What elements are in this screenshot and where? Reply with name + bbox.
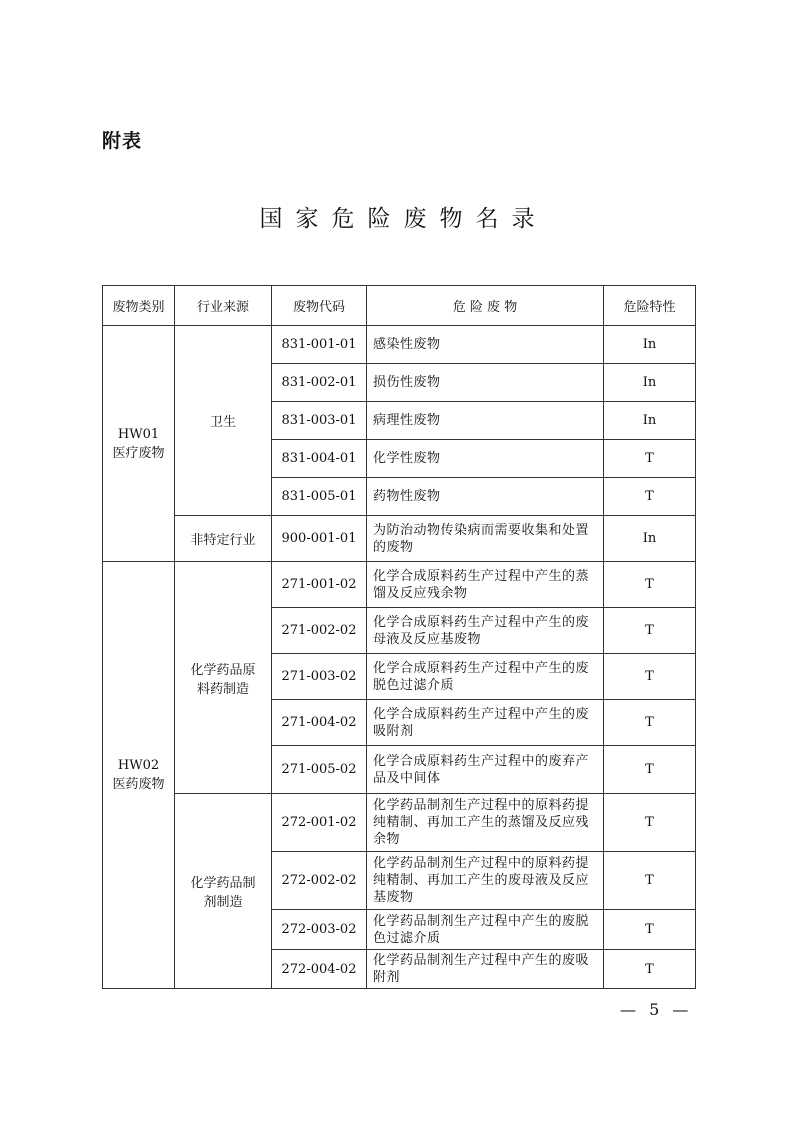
waste-description: 化学药品制剂生产过程中产生的废脱色过滤介质 [367, 910, 604, 950]
waste-description: 化学合成原料药生产过程中产生的废母液及反应基废物 [367, 608, 604, 654]
waste-description: 化学药品制剂生产过程中的原料药提纯精制、再加工产生的蒸馏及反应残余物 [367, 794, 604, 852]
category-name: 医疗废物 [112, 445, 165, 461]
waste-description: 药物性废物 [367, 478, 604, 516]
table-header-row [103, 286, 696, 326]
source-cell: 化学药品原料药制造 [175, 562, 272, 794]
hazard-characteristic: In [604, 326, 696, 364]
table-row [103, 516, 696, 562]
page-number: — 5 — [620, 1000, 693, 1019]
header-category: 废物类别 [103, 286, 175, 326]
appendix-label: 附表 [102, 130, 143, 152]
waste-description: 化学合成原料药生产过程中产生的废吸附剂 [367, 700, 604, 746]
waste-code: 900-001-01 [272, 516, 367, 562]
waste-description: 化学药品制剂生产过程中的原料药提纯精制、再加工产生的废母液及反应基废物 [367, 852, 604, 910]
waste-code: 272-004-02 [272, 950, 367, 989]
hazard-characteristic: In [604, 402, 696, 440]
source-cell: 卫生 [175, 326, 272, 516]
waste-code: 271-001-02 [272, 562, 367, 608]
waste-code: 271-003-02 [272, 654, 367, 700]
waste-code: 271-004-02 [272, 700, 367, 746]
table-row [103, 326, 696, 364]
waste-description: 化学性废物 [367, 440, 604, 478]
hazard-characteristic: T [604, 440, 696, 478]
hazard-characteristic: In [604, 364, 696, 402]
hazardous-waste-table [102, 285, 696, 989]
waste-code: 272-003-02 [272, 910, 367, 950]
hazard-characteristic: T [604, 746, 696, 794]
table-row [103, 794, 696, 852]
hazard-characteristic: T [604, 562, 696, 608]
waste-description: 感染性废物 [367, 326, 604, 364]
hazard-characteristic: T [604, 794, 696, 852]
header-hazard: 危险特性 [604, 286, 696, 326]
hazard-characteristic: T [604, 700, 696, 746]
waste-code: 831-004-01 [272, 440, 367, 478]
waste-description: 化学合成原料药生产过程中产生的蒸馏及反应残余物 [367, 562, 604, 608]
waste-description: 为防治动物传染病而需要收集和处置的废物 [367, 516, 604, 562]
category-name: 医药废物 [112, 777, 165, 792]
waste-code: 831-001-01 [272, 326, 367, 364]
hazard-characteristic: T [604, 478, 696, 516]
hazard-characteristic: T [604, 608, 696, 654]
waste-code: 272-001-02 [272, 794, 367, 852]
hazard-characteristic: T [604, 852, 696, 910]
header-source: 行业来源 [175, 286, 272, 326]
waste-description: 化学药品制剂生产过程中产生的废吸附剂 [367, 950, 604, 989]
source-cell: 化学药品制剂制造 [175, 794, 272, 989]
category-cell-hw02 [103, 562, 175, 989]
document-title: 国家危险废物名录 [259, 206, 548, 232]
category-cell-hw01 [103, 326, 175, 562]
waste-description: 化学合成原料药生产过程中的废弃产品及中间体 [367, 746, 604, 794]
waste-description: 病理性废物 [367, 402, 604, 440]
source-cell: 非特定行业 [175, 516, 272, 562]
hazard-characteristic: T [604, 654, 696, 700]
waste-description: 损伤性废物 [367, 364, 604, 402]
waste-code: 272-002-02 [272, 852, 367, 910]
waste-description: 化学合成原料药生产过程中产生的废脱色过滤介质 [367, 654, 604, 700]
header-code: 废物代码 [272, 286, 367, 326]
waste-code: 271-005-02 [272, 746, 367, 794]
waste-code: 271-002-02 [272, 608, 367, 654]
header-waste: 危 险 废 物 [367, 286, 604, 326]
hazard-characteristic: In [604, 516, 696, 562]
hazard-characteristic: T [604, 910, 696, 950]
waste-code: 831-005-01 [272, 478, 367, 516]
category-code: HW01 [117, 426, 160, 442]
table-row [103, 562, 696, 608]
waste-code: 831-003-01 [272, 402, 367, 440]
hazard-characteristic: T [604, 950, 696, 989]
category-code: HW02 [117, 758, 160, 773]
waste-code: 831-002-01 [272, 364, 367, 402]
